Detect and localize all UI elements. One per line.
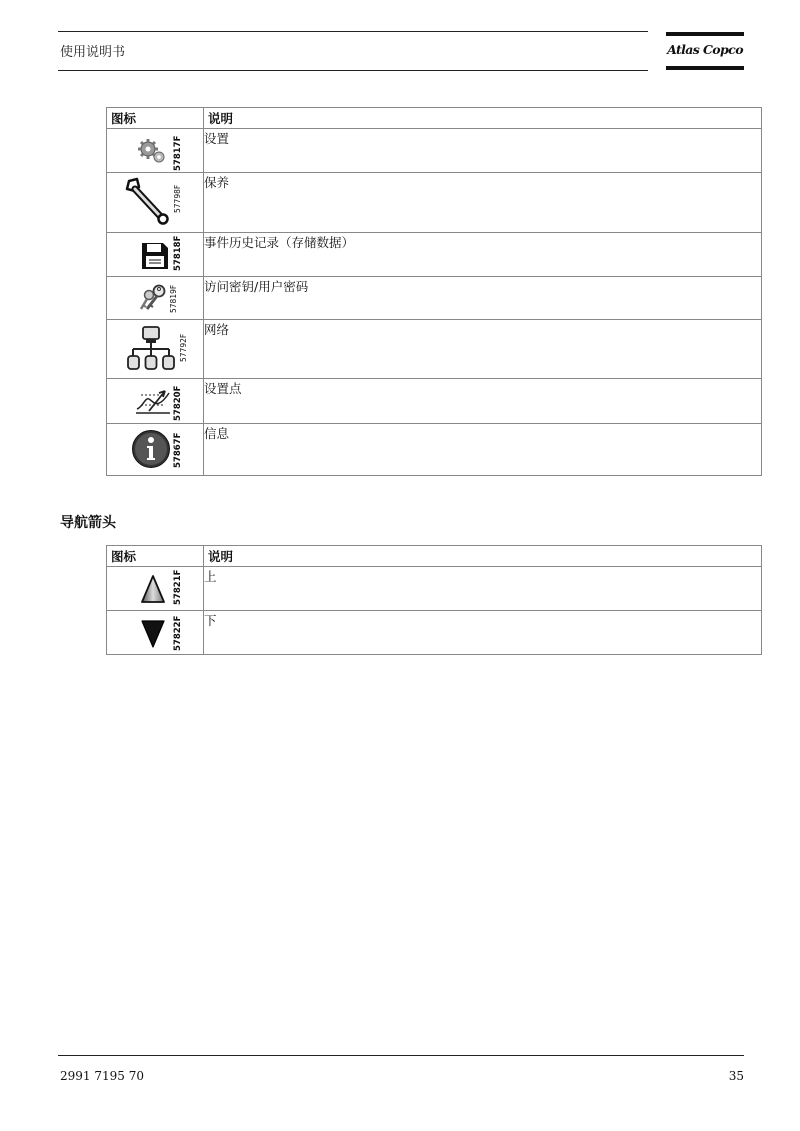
icon-cell [107, 379, 204, 424]
table-row [107, 320, 762, 379]
desc-cell: 设置点 [204, 379, 762, 424]
icon-cell [107, 277, 204, 320]
icon-cell [107, 611, 204, 655]
logo-bottom-bar [666, 66, 744, 70]
gears-icon [137, 137, 167, 165]
wrench-icon [123, 177, 171, 227]
floppy-disk-icon [141, 242, 169, 270]
logo-top-bar [666, 32, 744, 36]
keys-icon [137, 283, 169, 315]
logo-text: Atlas Copco [667, 42, 743, 57]
icon-code: 57818F [173, 235, 183, 271]
desc-cell: 信息 [204, 424, 762, 476]
desc-cell: 设置 [204, 129, 762, 173]
table-row [107, 611, 762, 655]
icon-cell [107, 424, 204, 476]
section-title: 导航箭头 [60, 515, 116, 531]
desc-cell: 保养 [204, 173, 762, 233]
table-row [107, 129, 762, 173]
icon-cell [107, 567, 204, 611]
header-bottom-rule [58, 70, 648, 71]
desc-cell: 事件历史记录（存储数据） [204, 233, 762, 277]
icon-code: 57867F [173, 432, 183, 468]
col-header-desc: 说明 [204, 108, 762, 129]
icon-code: 57822F [173, 615, 183, 651]
atlas-copco-logo [666, 32, 744, 72]
icon-cell [107, 129, 204, 173]
table-row [107, 233, 762, 277]
icon-code: 57820F [173, 385, 183, 421]
col-header-icon: 图标 [107, 108, 204, 129]
info-icon [131, 429, 171, 469]
desc-cell: 网络 [204, 320, 762, 379]
doc-number: 2991 7195 70 [60, 1069, 144, 1083]
manual-title: 使用说明书 [60, 45, 126, 60]
page-number: 35 [728, 1069, 744, 1083]
icon-code: 57792F [179, 333, 188, 362]
table-header-row [107, 108, 762, 129]
arrow-down-icon [141, 619, 165, 649]
icon-code: 57821F [173, 569, 183, 605]
icon-cell [107, 233, 204, 277]
icon-cell [107, 320, 204, 379]
table-row [107, 277, 762, 320]
icon-cell [107, 173, 204, 233]
table-row [107, 379, 762, 424]
icon-table-navigation [106, 545, 762, 655]
icon-table-main [106, 107, 762, 476]
icon-code: 57817F [173, 135, 183, 171]
icon-code: 57798F [173, 184, 182, 213]
footer-rule [58, 1055, 744, 1056]
table-header-row [107, 546, 762, 567]
desc-cell: 上 [204, 567, 762, 611]
col-header-desc: 说明 [204, 546, 762, 567]
setpoint-icon [135, 389, 171, 415]
desc-cell: 下 [204, 611, 762, 655]
table-row [107, 173, 762, 233]
arrow-up-icon [141, 574, 165, 604]
table-row [107, 424, 762, 476]
col-header-icon: 图标 [107, 546, 204, 567]
table-row [107, 567, 762, 611]
header-top-rule [58, 31, 648, 32]
network-icon [127, 326, 175, 372]
icon-code: 57819F [169, 284, 178, 313]
desc-cell: 访问密钥/用户密码 [204, 277, 762, 320]
